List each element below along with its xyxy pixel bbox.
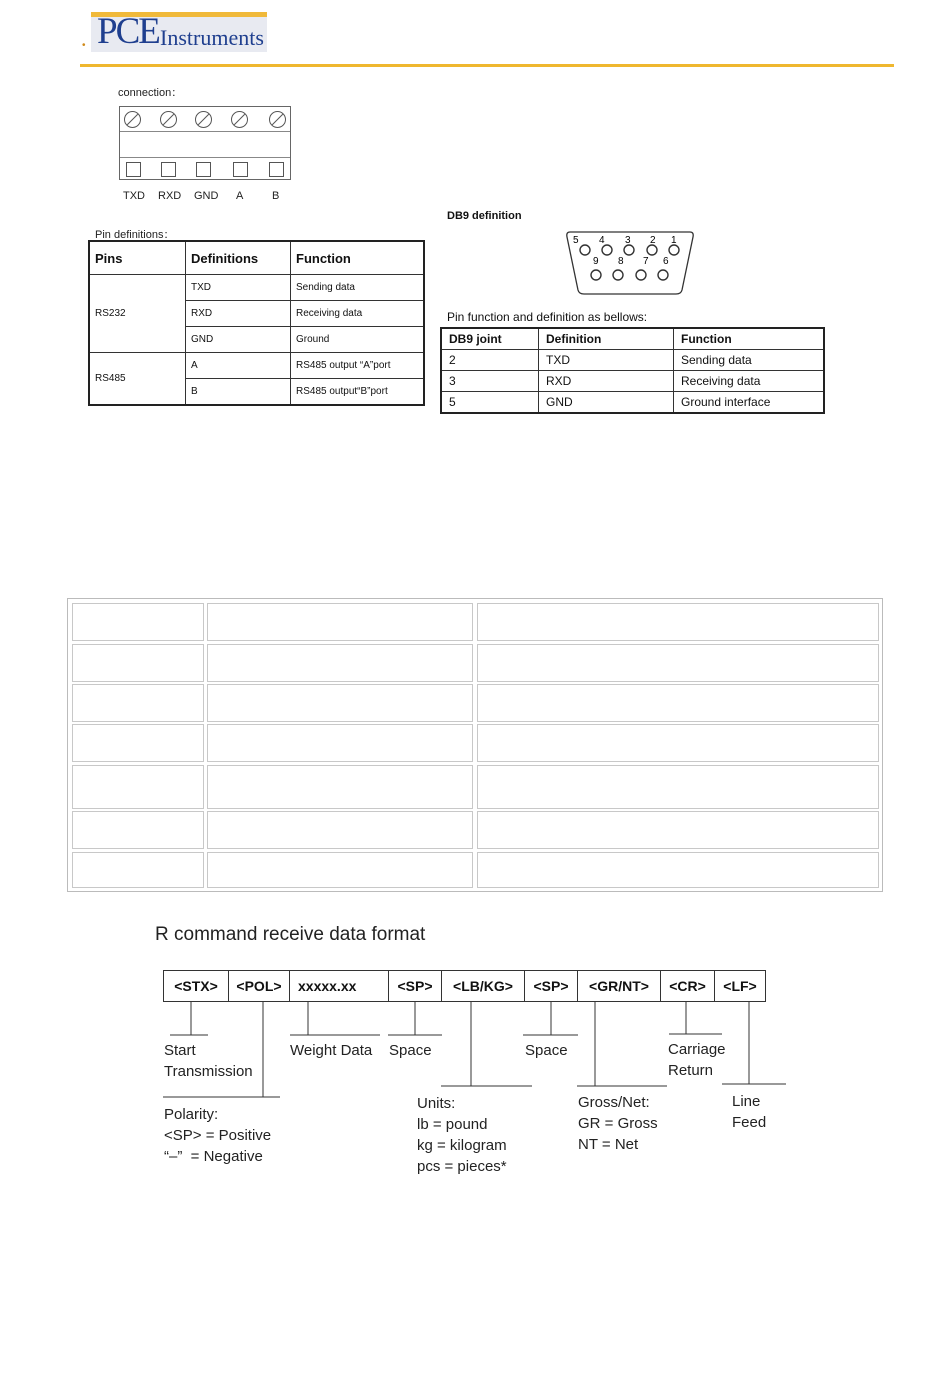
db9-pin-number: 8: [618, 256, 624, 267]
connection-label: connection：: [118, 87, 183, 99]
field-cr: <CR>: [660, 970, 715, 1002]
logo-pce-text: PCE: [97, 11, 159, 52]
start-transmission-label: Start Transmission: [164, 1042, 253, 1080]
field-sp: <SP>: [524, 970, 578, 1002]
terminal-label: B: [272, 190, 280, 202]
logo-dot: •: [82, 40, 86, 51]
definition-cell: GND: [186, 327, 291, 353]
function-cell: Receiving data: [674, 371, 825, 392]
field-weight: xxxxx.xx: [289, 970, 389, 1002]
pins-cell: RS232: [89, 275, 186, 353]
db9-pin-number: 9: [593, 256, 599, 267]
pins-cell: RS485: [89, 353, 186, 406]
db9-pin-number: 7: [643, 256, 649, 267]
terminal-label: RXD: [158, 190, 182, 202]
terminal-label: GND: [194, 190, 219, 202]
definition-cell: GND: [539, 392, 674, 414]
field-pol: <POL>: [228, 970, 290, 1002]
db9-pin-number: 1: [671, 235, 677, 246]
field-lf: <LF>: [714, 970, 766, 1002]
column-header: Definitions: [186, 241, 291, 275]
logo-instruments-text: Instruments: [160, 25, 264, 50]
function-cell: RS485 output “A”port: [291, 353, 425, 379]
space-label: Space: [525, 1042, 568, 1059]
db9-caption: Pin function and definition as bellows:: [447, 310, 648, 324]
polarity-label: Polarity: <SP> = Positive “–” = Negative: [164, 1106, 272, 1165]
line-feed-label: Line Feed: [732, 1093, 767, 1131]
db9-title: DB9 definition: [447, 210, 522, 222]
field-gross-net: <GR/NT>: [577, 970, 661, 1002]
function-cell: Sending data: [291, 275, 425, 301]
space-label: Space: [389, 1042, 432, 1059]
column-header: Pins: [89, 241, 186, 275]
weight-data-label: Weight Data: [290, 1042, 373, 1059]
db9-pin-number: 6: [663, 256, 669, 267]
db9-pin-number: 5: [573, 235, 579, 246]
field-units: <LB/KG>: [441, 970, 525, 1002]
function-cell: Ground interface: [674, 392, 825, 414]
column-header: Definition: [539, 328, 674, 350]
column-header: DB9 joint: [441, 328, 539, 350]
definition-cell: RXD: [539, 371, 674, 392]
definition-cell: TXD: [186, 275, 291, 301]
field-stx: <STX>: [163, 970, 229, 1002]
carriage-return-label: Carriage Return: [668, 1041, 726, 1079]
db9-pin-number: 2: [650, 235, 656, 246]
r-command-title: R command receive data format: [155, 924, 426, 945]
gross-net-label: Gross/Net: GR = Gross NT = Net: [578, 1094, 658, 1153]
pin-definitions-label: Pin definitions：: [95, 229, 175, 241]
units-label: Units: lb = pound kg = kilogram pcs = pieces*: [417, 1095, 507, 1175]
joint-cell: 3: [441, 371, 539, 392]
definition-cell: B: [186, 379, 291, 406]
db9-pin-number: 4: [599, 235, 605, 246]
column-header: Function: [291, 241, 425, 275]
definition-cell: A: [186, 353, 291, 379]
joint-cell: 2: [441, 350, 539, 371]
function-cell: Sending data: [674, 350, 825, 371]
joint-cell: 5: [441, 392, 539, 414]
function-cell: Receiving data: [291, 301, 425, 327]
function-cell: RS485 output“B”port: [291, 379, 425, 406]
definition-cell: RXD: [186, 301, 291, 327]
db9-pin-number: 3: [625, 235, 631, 246]
definition-cell: TXD: [539, 350, 674, 371]
field-sp: <SP>: [388, 970, 442, 1002]
terminal-label: A: [236, 190, 244, 202]
terminal-label: TXD: [123, 190, 145, 202]
function-cell: Ground: [291, 327, 425, 353]
column-header: Function: [674, 328, 825, 350]
